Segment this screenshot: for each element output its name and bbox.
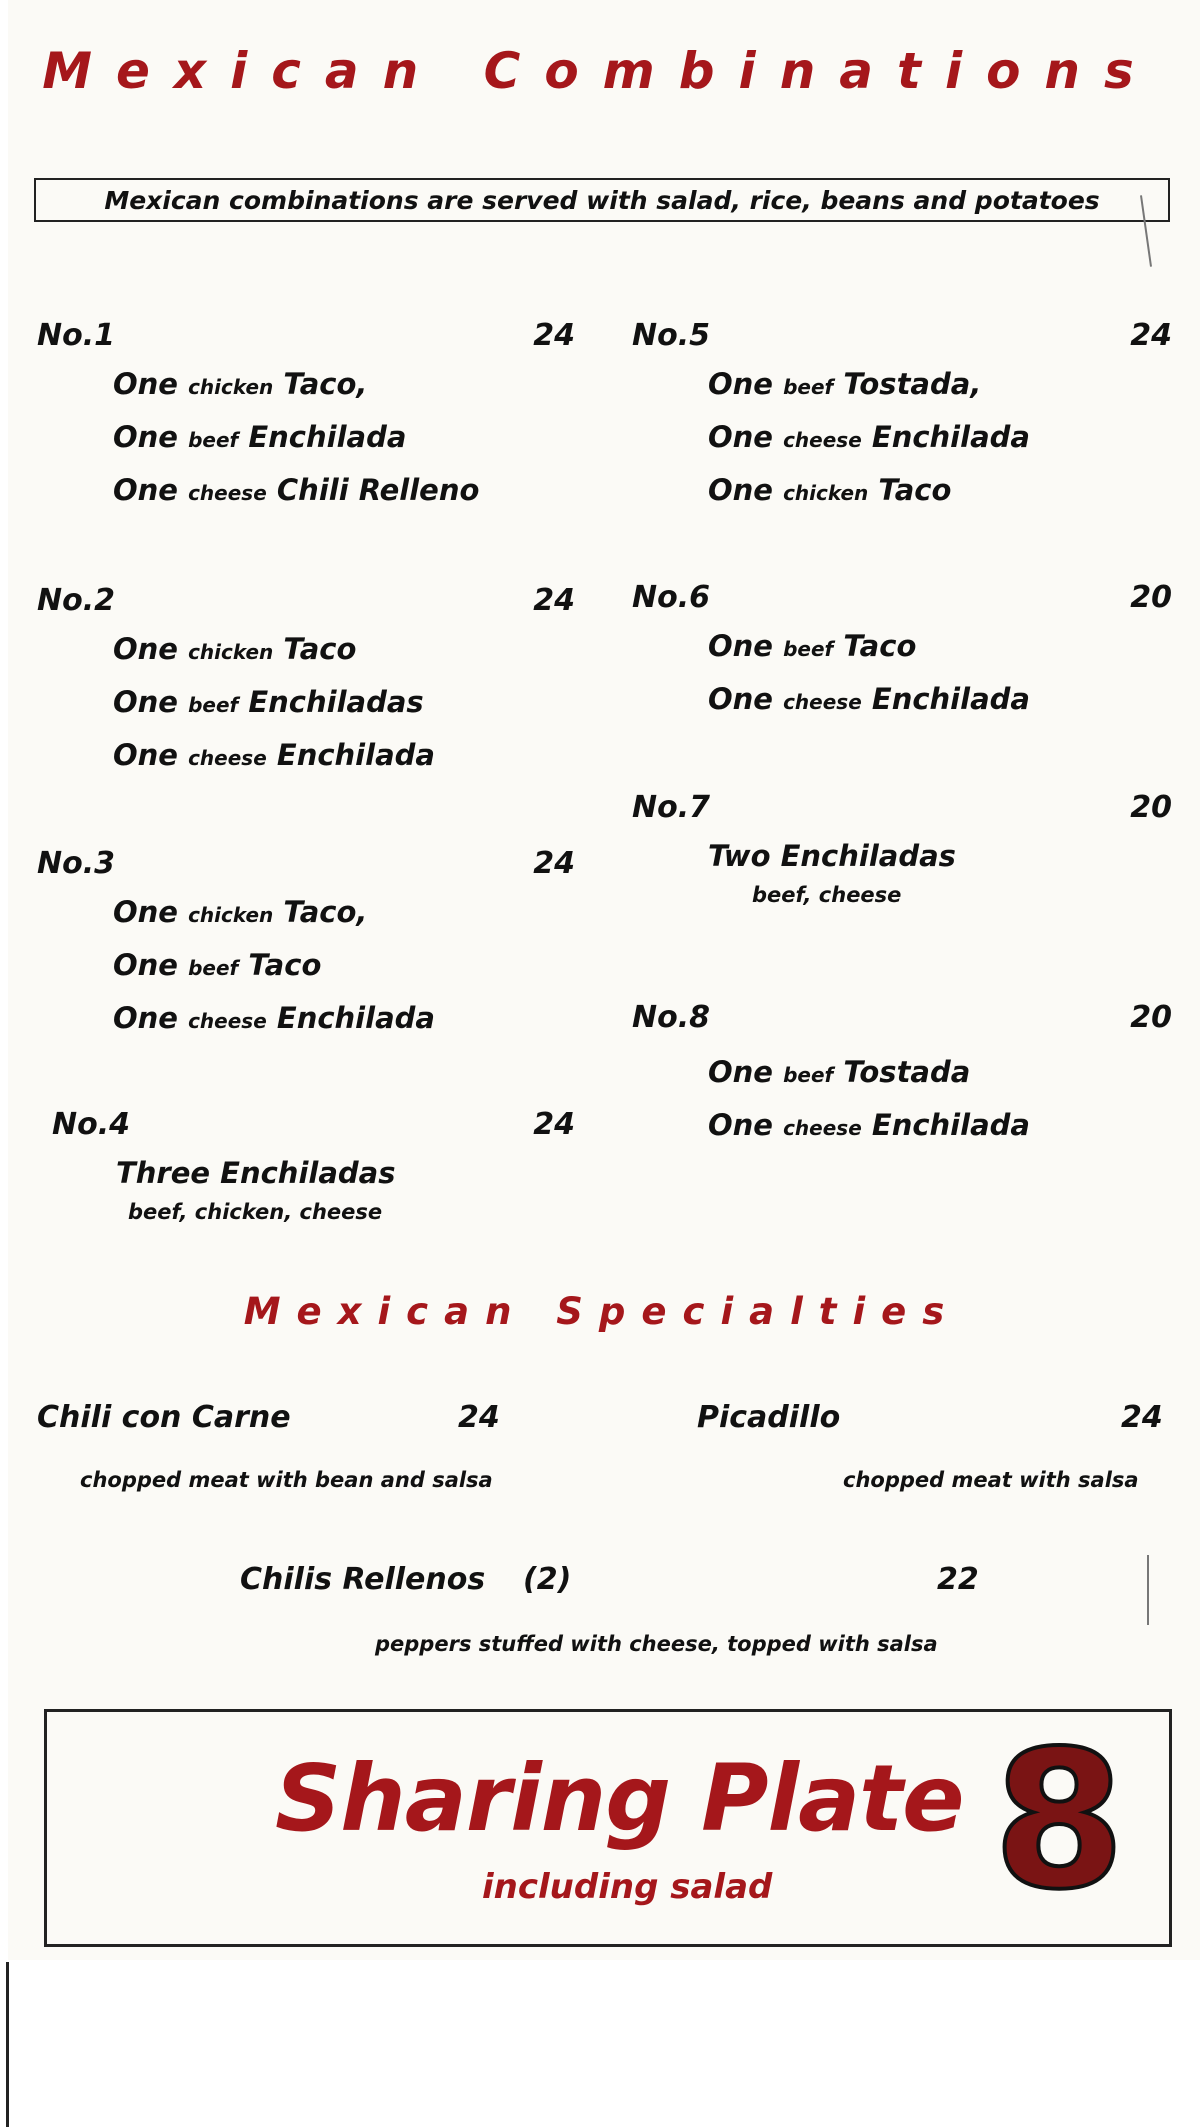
- combo-no1: [37, 318, 575, 517]
- combo-number: No.8: [632, 1000, 710, 1035]
- combo-header: [632, 318, 1172, 358]
- combo-no7: [632, 790, 1172, 907]
- combo-price: 20: [1130, 790, 1172, 825]
- sharing-plate-subtitle: including salad: [482, 1867, 773, 1907]
- combo-item: One cheese Enchilada: [113, 738, 435, 772]
- combo-number: No.5: [632, 318, 710, 353]
- combo-number: No.6: [632, 580, 710, 615]
- combo-item: One beef Enchiladas: [113, 685, 424, 719]
- combo-no8: [632, 1000, 1172, 1152]
- combo-item: One chicken Taco: [113, 632, 357, 666]
- combo-header: [632, 580, 1172, 620]
- specialty-name: Picadillo: [697, 1400, 841, 1435]
- sharing-plate-price: 8: [993, 1710, 1126, 1931]
- combo-item: Three Enchiladas: [116, 1156, 396, 1190]
- combo-note: beef, cheese: [752, 883, 902, 907]
- combo-price: 24: [533, 583, 575, 618]
- specialty-price: 24: [458, 1400, 500, 1435]
- specialty-desc: peppers stuffed with cheese, topped with salsa: [375, 1632, 938, 1656]
- combo-number: No.7: [632, 790, 710, 825]
- combo-price: 24: [533, 846, 575, 881]
- combo-header: [52, 1107, 575, 1147]
- specialty-price: 22: [937, 1562, 979, 1597]
- notice-box: [34, 178, 1170, 222]
- combo-item: One chicken Taco,: [113, 895, 368, 929]
- combo-item: One chicken Taco,: [113, 367, 368, 401]
- specialty-name: Chilis Rellenos: [240, 1562, 486, 1597]
- combo-no4: [52, 1107, 575, 1224]
- combo-number: No.3: [37, 846, 115, 881]
- combo-header: [632, 1000, 1172, 1040]
- combo-item: One cheese Enchilada: [113, 1001, 435, 1035]
- combo-header: [37, 318, 575, 358]
- specialty-price: 24: [1121, 1400, 1163, 1435]
- combo-no3: [37, 846, 575, 1045]
- combo-number: No.1: [37, 318, 115, 353]
- sharing-plate-title: Sharing Plate: [275, 1745, 964, 1852]
- combo-item: One beef Enchilada: [113, 420, 407, 454]
- combo-item: One beef Tostada: [708, 1055, 971, 1089]
- combo-header: [37, 846, 575, 886]
- specialties-title: Mexican Specialties: [243, 1290, 961, 1333]
- specialty-qty: (2): [523, 1562, 572, 1597]
- specialty-desc: chopped meat with bean and salsa: [80, 1468, 493, 1492]
- combo-price: 24: [1130, 318, 1172, 353]
- combo-header: [37, 583, 575, 623]
- specialty-name: Chili con Carne: [37, 1400, 291, 1435]
- combo-item: One beef Taco: [113, 948, 322, 982]
- combo-price: 24: [533, 318, 575, 353]
- combo-no2: [37, 583, 575, 782]
- combo-item: One cheese Enchilada: [708, 420, 1030, 454]
- specialty-desc: chopped meat with salsa: [843, 1468, 1139, 1492]
- combo-item: One beef Taco: [708, 629, 917, 663]
- combo-header: [632, 790, 1172, 830]
- combo-item: One cheese Chili Relleno: [113, 473, 480, 507]
- combo-item: One beef Tostada,: [708, 367, 982, 401]
- combo-note: beef, chicken, cheese: [128, 1200, 383, 1224]
- combo-number: No.2: [37, 583, 115, 618]
- combo-item: One chicken Taco: [708, 473, 952, 507]
- sharing-plate-box: [44, 1709, 1172, 1947]
- combo-price: 24: [533, 1107, 575, 1142]
- page-title: Mexican Combinations: [42, 42, 1158, 100]
- combo-number: No.4: [52, 1107, 130, 1142]
- paper-scratch: [1147, 1555, 1149, 1625]
- combo-price: 20: [1130, 1000, 1172, 1035]
- combo-item: One cheese Enchilada: [708, 682, 1030, 716]
- combo-item: Two Enchiladas: [708, 839, 956, 873]
- combo-price: 20: [1130, 580, 1172, 615]
- combo-no6: [632, 580, 1172, 726]
- page-edge-line: [6, 1962, 9, 2127]
- notice-text: Mexican combinations are served with salad, rice, beans and potatoes: [104, 185, 1100, 215]
- combo-no5: [632, 318, 1172, 517]
- combo-item: One cheese Enchilada: [708, 1108, 1030, 1142]
